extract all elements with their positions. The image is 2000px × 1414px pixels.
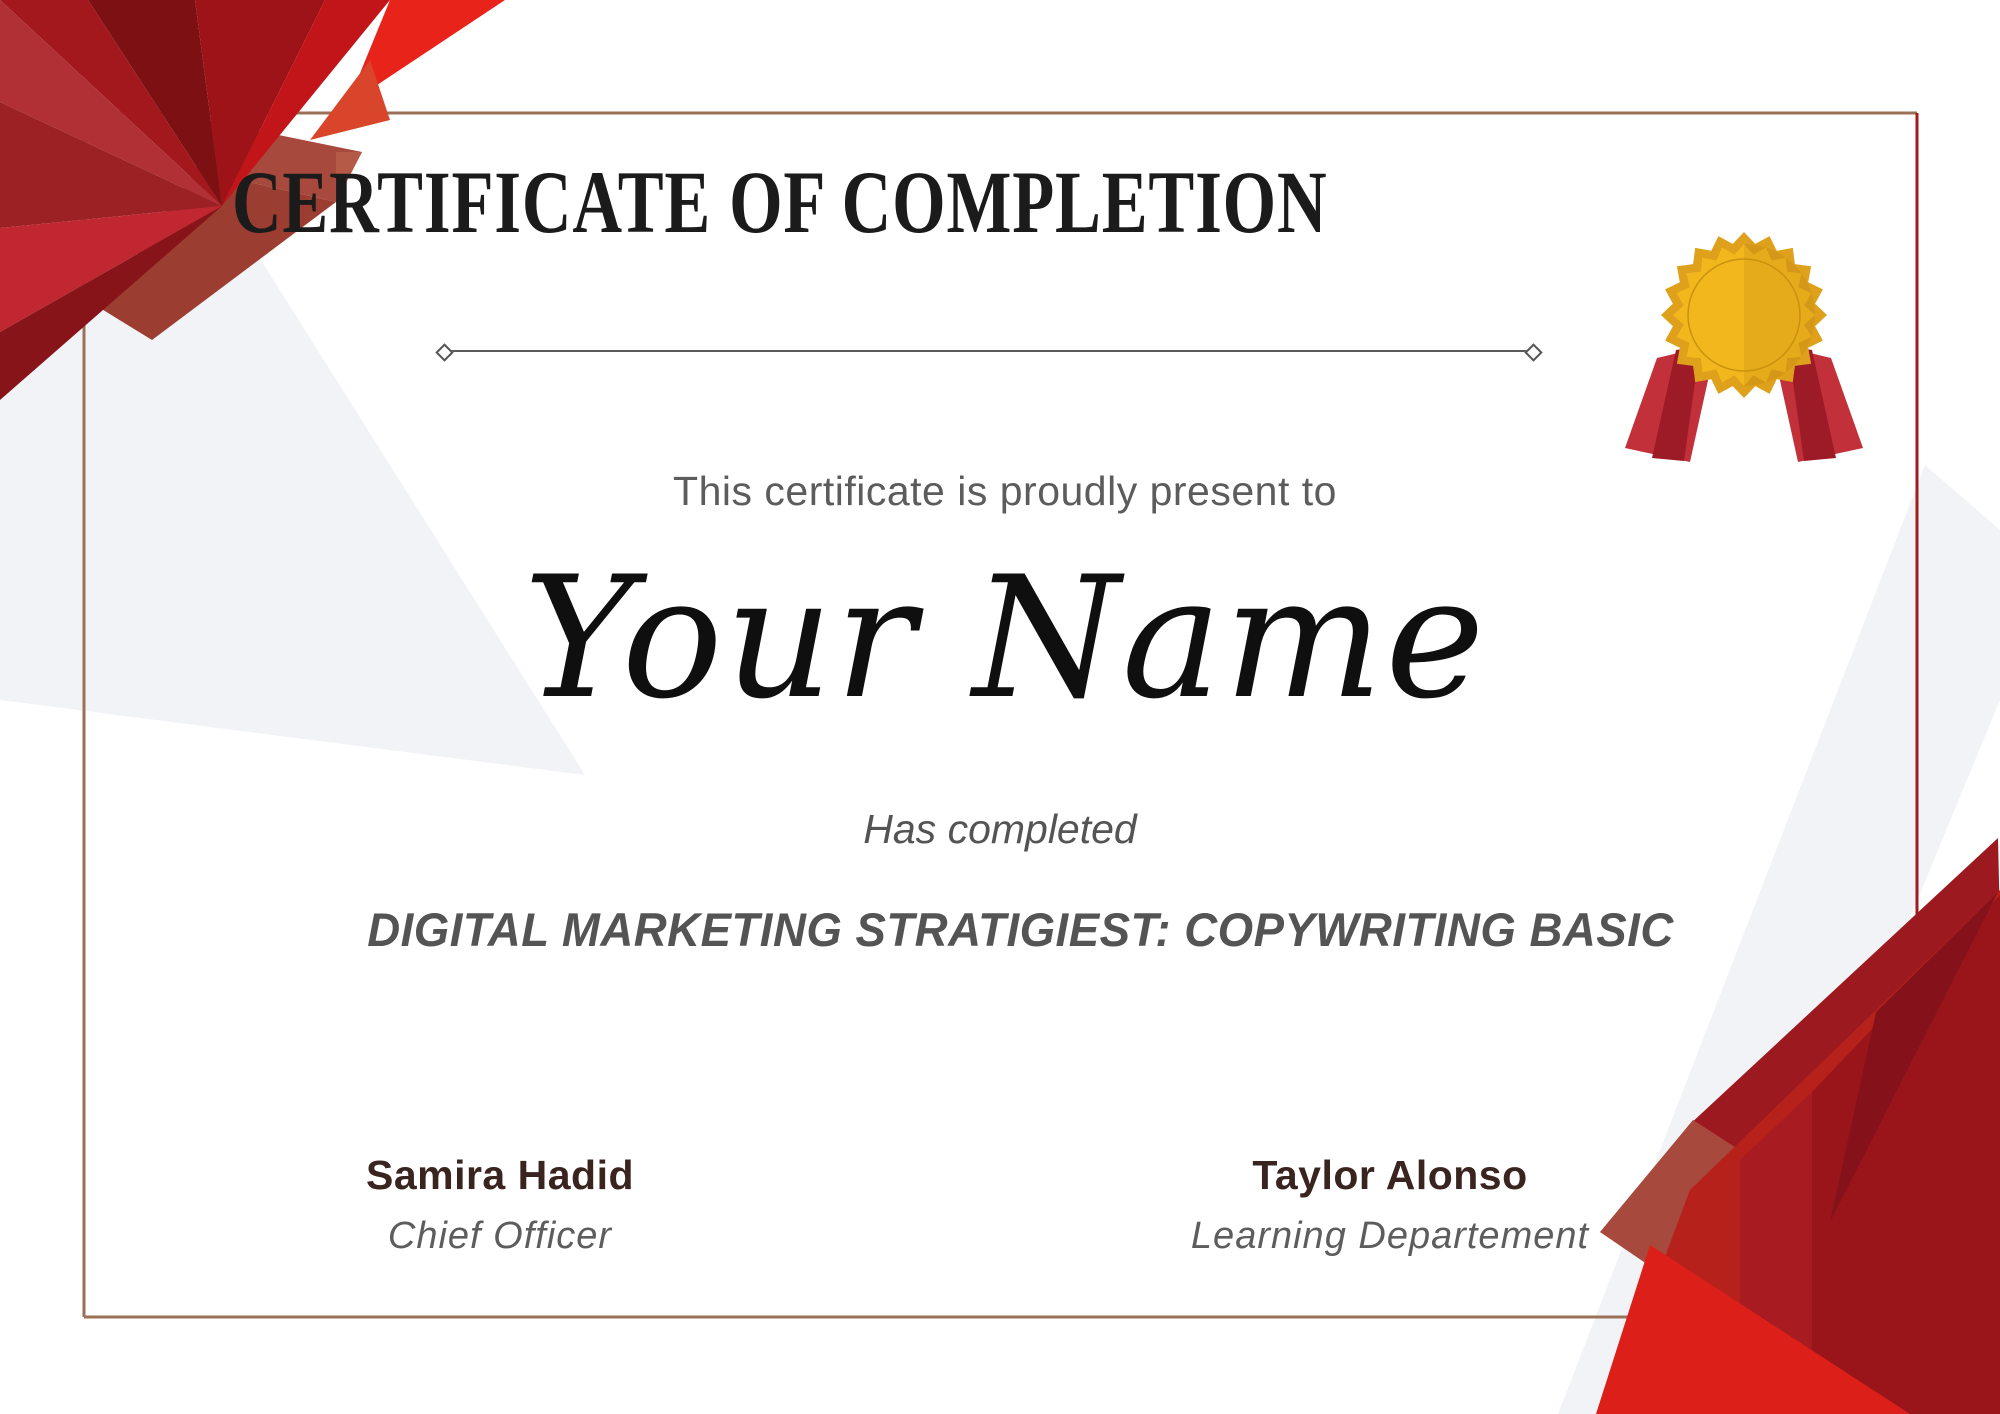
signatory-name: Samira Hadid (365, 1152, 635, 1198)
recipient-name: Your Name (523, 540, 1487, 736)
signatory-block-right (1180, 1152, 1600, 1258)
certificate-title: CERTIFICATE OF COMPLETION (232, 152, 1328, 252)
signatory-name: Taylor Alonso (1252, 1152, 1528, 1198)
course-title: DIGITAL MARKETING STRATIGIEST: COPYWRITING BASIC (366, 903, 1674, 956)
intro-line: This certificate is proudly present to (673, 468, 1337, 514)
signatory-role: Learning Departement (1190, 1215, 1590, 1257)
completion-line: Has completed (863, 806, 1137, 852)
award-ribbon-icon (1625, 232, 1863, 462)
signatory-block-left (290, 1152, 710, 1258)
signatory-role: Chief Officer (387, 1215, 613, 1257)
title-divider (447, 350, 1530, 352)
